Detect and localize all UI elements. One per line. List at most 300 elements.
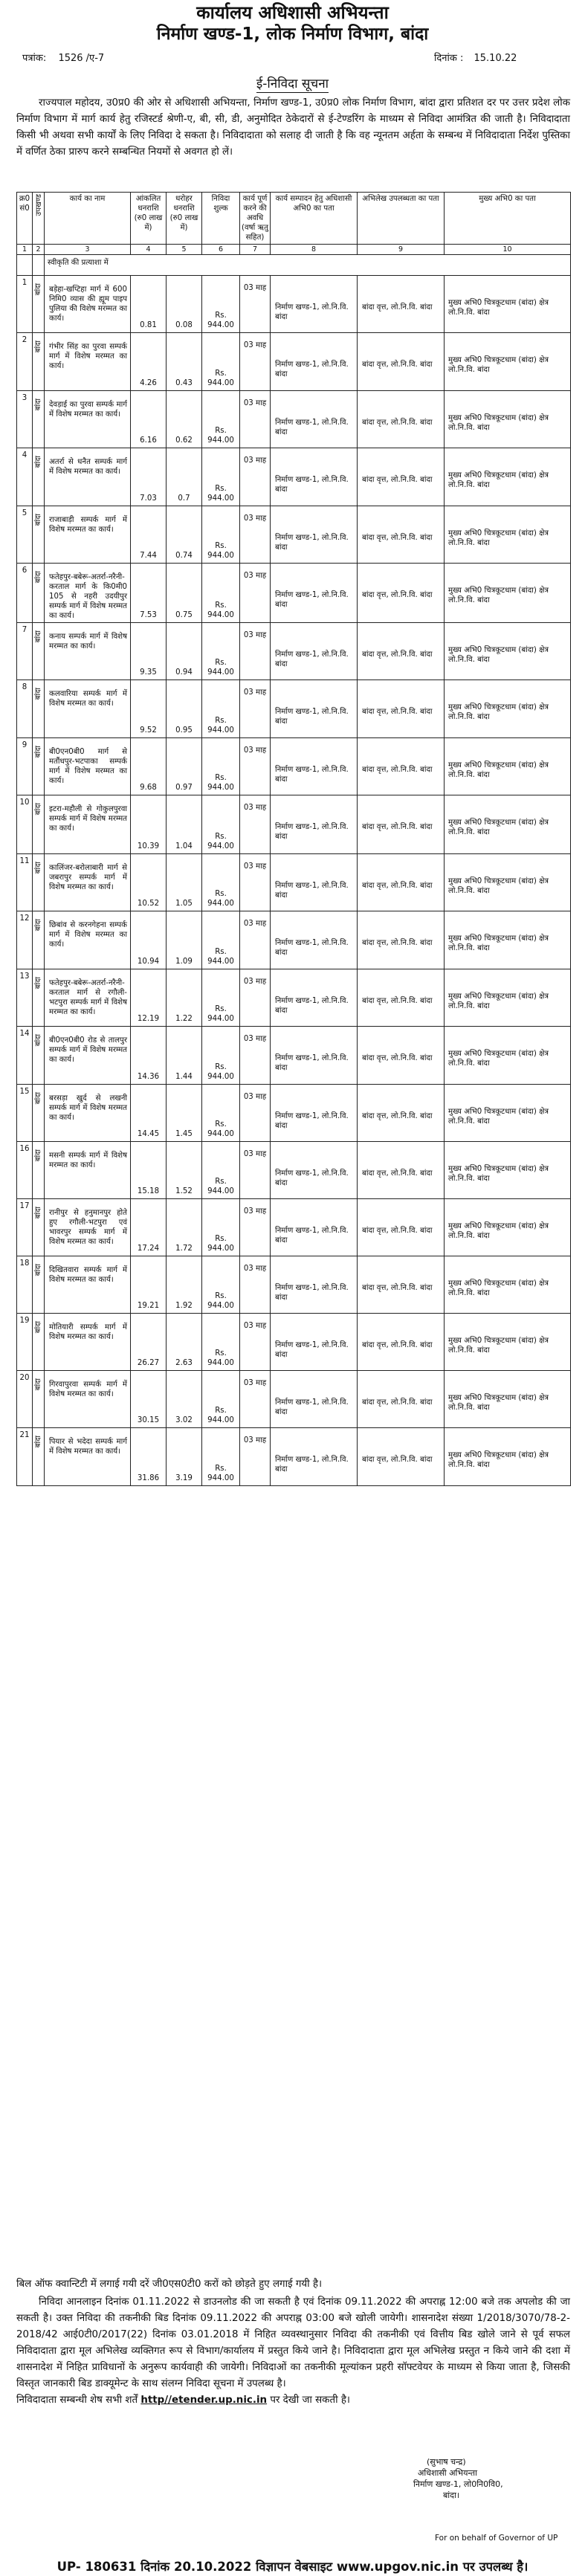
tender-fee: Rs. 944.00 — [202, 1085, 240, 1142]
executive-office: निर्माण खण्ड-1, लो.नि.वि. बांदा — [271, 969, 358, 1027]
subdivision — [33, 623, 45, 680]
more-info-suffix: पर देखी जा सकती है। — [270, 2395, 351, 2406]
estimated-cost: 12.19 — [131, 969, 167, 1027]
subdivision — [33, 1142, 45, 1199]
estimated-cost: 17.24 — [131, 1199, 167, 1256]
header-cell: आंकलित धनराशि (रु0 लाख में) — [131, 193, 167, 245]
estimated-cost: 10.39 — [131, 795, 167, 854]
executive-office: निर्माण खण्ड-1, लो.नि.वि. बांदा — [271, 623, 358, 680]
work-name: मोतियारी सम्पर्क मार्ग में विशेष मरम्मत का कार्य। — [45, 1314, 131, 1371]
earnest-deposit: 1.44 — [167, 1027, 202, 1085]
record-availability: बांदा वृत्त, लो.नि.वि. बांदा — [358, 680, 445, 738]
tender-fee: Rs. 944.00 — [202, 738, 240, 795]
signature-block — [413, 2456, 503, 2501]
chief-engineer-office: मुख्य अभि0 चित्रकूटधाम (बांदा) क्षेत्र लो.नि.वि. बांदा — [445, 1428, 571, 1486]
earnest-deposit: 0.95 — [167, 680, 202, 738]
serial-number: 20 — [17, 1371, 33, 1428]
column-number: 6 — [202, 245, 240, 255]
tender-fee: Rs. 944.00 — [202, 795, 240, 854]
work-name: कनाय सम्पर्क मार्ग में विशेष मरम्मत का कार्य। — [45, 623, 131, 680]
chief-engineer-office: मुख्य अभि0 चित्रकूटधाम (बांदा) क्षेत्र लो.नि.वि. बांदा — [445, 680, 571, 738]
table-row — [17, 1428, 571, 1486]
record-availability: बांदा वृत्त, लो.नि.वि. बांदा — [358, 506, 445, 564]
header-cell-text: उपखण्ड — [35, 194, 43, 216]
table-row — [17, 854, 571, 911]
executive-office: निर्माण खण्ड-1, लो.नि.वि. बांदा — [271, 1371, 358, 1428]
work-name: दिखितवारा सम्पर्क मार्ग में विशेष मरम्मत का कार्य। — [45, 1256, 131, 1314]
serial-number: 8 — [17, 680, 33, 738]
chief-engineer-office: मुख्य अभि0 चित्रकूटधाम (बांदा) क्षेत्र लो.नि.वि. बांदा — [445, 1314, 571, 1371]
subdivision-text: बांदा — [34, 1092, 42, 1105]
subdivision-text: बांदा — [34, 1436, 42, 1448]
chief-engineer-office: मुख्य अभि0 चित्रकूटधाम (बांदा) क्षेत्र लो.नि.वि. बांदा — [445, 391, 571, 448]
estimated-cost: 14.36 — [131, 1027, 167, 1085]
serial-number: 21 — [17, 1428, 33, 1486]
subdivision — [33, 448, 45, 506]
division-title: निर्माण खण्ड-1, लोक निर्माण विभाग, बांदा — [156, 25, 429, 44]
estimated-cost: 7.44 — [131, 506, 167, 564]
subdivision-text: बांदा — [34, 1207, 42, 1219]
chief-engineer-office: मुख्य अभि0 चित्रकूटधाम (बांदा) क्षेत्र लो.नि.वि. बांदा — [445, 911, 571, 969]
work-name: कालिंजर-बरोलाबारी मार्ग से जबरापुर सम्पर्क मार्ग में विशेष मरम्मत का कार्य। — [45, 854, 131, 911]
signatory-place: बांदा। — [443, 2491, 459, 2500]
record-availability: बांदा वृत्त, लो.नि.वि. बांदा — [358, 1142, 445, 1199]
chief-engineer-office: मुख्य अभि0 चित्रकूटधाम (बांदा) क्षेत्र लो.नि.वि. बांदा — [445, 1027, 571, 1085]
column-number: 4 — [131, 245, 167, 255]
estimated-cost: 9.52 — [131, 680, 167, 738]
table-row — [17, 276, 571, 333]
serial-number: 14 — [17, 1027, 33, 1085]
tender-table — [16, 192, 571, 1486]
completion-period: 03 माह — [240, 1085, 271, 1142]
etender-link[interactable]: http//etender.up.nic.in — [140, 2395, 268, 2406]
subdivision-text: बांदा — [34, 1378, 42, 1391]
completion-period: 03 माह — [240, 1199, 271, 1256]
executive-office: निर्माण खण्ड-1, लो.नि.वि. बांदा — [271, 564, 358, 623]
table-row — [17, 795, 571, 854]
earnest-deposit: 0.43 — [167, 333, 202, 391]
office-title: कार्यालय अधिशासी अभियन्ता — [196, 2, 389, 23]
tender-fee: Rs. 944.00 — [202, 1142, 240, 1199]
subdivision-text: बांदा — [34, 283, 42, 296]
serial-number: 9 — [17, 738, 33, 795]
date-label: दिनांक : — [434, 53, 464, 64]
earnest-deposit: 0.62 — [167, 391, 202, 448]
subdivision-text: बांदा — [34, 1034, 42, 1047]
column-number: 1 — [17, 245, 33, 255]
estimated-cost: 31.86 — [131, 1428, 167, 1486]
executive-office: निर्माण खण्ड-1, लो.नि.वि. बांदा — [271, 391, 358, 448]
subdivision-text: बांदा — [34, 862, 42, 874]
blank-cell — [33, 255, 45, 276]
tender-fee: Rs. 944.00 — [202, 911, 240, 969]
subdivision — [33, 1256, 45, 1314]
estimated-cost: 7.03 — [131, 448, 167, 506]
completion-period: 03 माह — [240, 1314, 271, 1371]
executive-office: निर्माण खण्ड-1, लो.नि.वि. बांदा — [271, 738, 358, 795]
serial-number: 15 — [17, 1085, 33, 1142]
serial-number: 16 — [17, 1142, 33, 1199]
serial-number: 13 — [17, 969, 33, 1027]
subdivision-text: बांदा — [34, 688, 42, 700]
executive-office: निर्माण खण्ड-1, लो.नि.वि. बांदा — [271, 1428, 358, 1486]
executive-office: निर्माण खण्ड-1, लो.नि.वि. बांदा — [271, 1256, 358, 1314]
completion-period: 03 माह — [240, 680, 271, 738]
tender-fee: Rs. 944.00 — [202, 1314, 240, 1371]
completion-period: 03 माह — [240, 1428, 271, 1486]
subdivision-text: बांदा — [34, 630, 42, 643]
table-row — [17, 506, 571, 564]
executive-office: निर्माण खण्ड-1, लो.नि.वि. बांदा — [271, 276, 358, 333]
intro-paragraph: राज्यपाल महोदय, उ0प्र0 की ओर से अधिशासी अभियन्ता, निर्माण खण्ड-1, उ0प्र0 लोक निर्माण विभाग, बांदा द्वारा प्रतिशत दर पर उत्तर प्रदेश लोक निर्माण विभाग में मार्ग कार्य हेतु रजिस्टर्ड श्रेणी-ए, बी, सी, डी, अनुमोदित ठेकेदारों से ई-टेण्डरिंग के माध्यम से निविदा आमंत्रित की जाती है। निविदादाता किसी भी अथवा सभी कार्यों के लिए निविदा दे सकता है। निविदादाता को सलाह दी जाती है कि वह न्यूनतम अर्हता के सम्बन्ध में निविदादाता निर्देश पुस्तिका में वर्णित ठेका प्रारुप करने सम्बन्धित नियमों से अवगत हो लें। — [16, 97, 570, 158]
work-name: बरसड़ा खुर्द से लखनी सम्पर्क मार्ग में विशेष मरम्मत का कार्य। — [45, 1085, 131, 1142]
advertisement-line: UP- 180631 दिनांक 20.10.2022 विज्ञापन वेबसाइट www.upgov.nic.in पर उपलब्ध है। — [56, 2560, 529, 2574]
signatory-name: (सुभाष चन्द्र) — [427, 2457, 466, 2467]
header-cell: कार्य का नाम — [45, 193, 131, 245]
executive-office: निर्माण खण्ड-1, लो.नि.वि. बांदा — [271, 1085, 358, 1142]
completion-period: 03 माह — [240, 448, 271, 506]
column-number: 9 — [358, 245, 445, 255]
table-body — [17, 245, 571, 1486]
header-cell: कार्य सम्पादन हेतु अधिशासी अभि0 का पता — [271, 193, 358, 245]
completion-period: 03 माह — [240, 564, 271, 623]
table-row — [17, 333, 571, 391]
serial-number: 10 — [17, 795, 33, 854]
serial-number: 7 — [17, 623, 33, 680]
table-row — [17, 623, 571, 680]
estimated-cost: 9.35 — [131, 623, 167, 680]
earnest-deposit: 3.19 — [167, 1428, 202, 1486]
tender-fee: Rs. 944.00 — [202, 1256, 240, 1314]
work-name: मसनी सम्पर्क मार्ग में विशेष मरम्मत का कार्य। — [45, 1142, 131, 1199]
work-name: बी0एन0बी0 रोड से तालपुर सम्पर्क मार्ग में विशेष मरम्मत का कार्य। — [45, 1027, 131, 1085]
subdivision — [33, 276, 45, 333]
executive-office: निर्माण खण्ड-1, लो.नि.वि. बांदा — [271, 506, 358, 564]
estimated-cost: 7.53 — [131, 564, 167, 623]
table-row — [17, 738, 571, 795]
executive-office: निर्माण खण्ड-1, लो.नि.वि. बांदा — [271, 1199, 358, 1256]
more-info-prefix: निविदादाता सम्बन्धी शेष सभी शर्तें — [16, 2395, 138, 2406]
estimated-cost: 15.18 — [131, 1142, 167, 1199]
record-availability: बांदा वृत्त, लो.नि.वि. बांदा — [358, 738, 445, 795]
work-name: देवड़ाई का पुरवा सम्पर्क मार्ग में विशेष मरम्मत का कार्य। — [45, 391, 131, 448]
subdivision-text: बांदा — [34, 398, 42, 411]
subdivision — [33, 564, 45, 623]
issue-date — [434, 51, 517, 64]
table-row — [17, 1256, 571, 1314]
record-availability: बांदा वृत्त, लो.नि.वि. बांदा — [358, 1314, 445, 1371]
chief-engineer-office: मुख्य अभि0 चित्रकूटधाम (बांदा) क्षेत्र लो.नि.वि. बांदा — [445, 854, 571, 911]
subdivision — [33, 391, 45, 448]
column-number: 2 — [33, 245, 45, 255]
subdivision — [33, 333, 45, 391]
estimated-cost: 19.21 — [131, 1256, 167, 1314]
chief-engineer-office: मुख्य अभि0 चित्रकूटधाम (बांदा) क्षेत्र लो.नि.वि. बांदा — [445, 448, 571, 506]
subdivision-text: बांदा — [34, 1321, 42, 1334]
work-name: इटरा-महौली से गोकुलपुरवा सम्पर्क मार्ग में विशेष मरम्मत का कार्य। — [45, 795, 131, 854]
subdivision-text: बांदा — [34, 456, 42, 468]
subdivision-text: बांदा — [34, 1149, 42, 1162]
tender-fee: Rs. 944.00 — [202, 854, 240, 911]
subdivision-text: बांदा — [34, 514, 42, 526]
record-availability: बांदा वृत्त, लो.नि.वि. बांदा — [358, 854, 445, 911]
chief-engineer-office: मुख्य अभि0 चित्रकूटधाम (बांदा) क्षेत्र लो.नि.वि. बांदा — [445, 564, 571, 623]
work-name: फतेहपुर-बबेरू-अतर्रा-नरैनी-करताल मार्ग के कि0मी0 105 से नहरी उदयीपुर सम्पर्क मार्ग में विशेष मरम्मत का कार्य। — [45, 564, 131, 623]
terms-paragraph: निविदा आनलाइन दिनांक 01.11.2022 से डाउनलोड की जा सकती है एवं दिनांक 09.11.2022 की अपराह्न 12:00 बजे तक अपलोड की जा सकती है। उक्त निविदा की तकनीकी बिड दिनांक 09.11.2022 की अपराह्न 03:00 बजे खोली जायेगी। शासनादेश संख्या 1/2018/3070/78-2-2018/42 आई0टी0/2017(22) दिनांक 03.01.2018 में निहित व्यवस्थानुसार निविदा की तकनीकी एवं वित्तीय बिड खोले जाने से पूर्व सफल निविदादाता द्वारा मूल अभिलेख व्यक्तिगत रूप से विभाग/कार्यालय में प्रस्तुत किये जाने है। निविदादाता द्वारा मूल अभिलेख प्रस्तुत न किये जाने की दशा में शासनादेश में निहित प्राविधानों के अनुरूप कार्यवाही की जायेगी। निविदाओं का तकनीकी मूल्यांकन प्रहरी सॉफ्टवेयर के माध्यम से किया जाता है, जिसकी विस्तृत जानकारी बिड डाक्यूमेन्ट के साथ संलग्न निविदा सूचना में उपलब्ध है। — [16, 2296, 571, 2389]
earnest-deposit: 0.97 — [167, 738, 202, 795]
table-row — [17, 1314, 571, 1371]
chief-engineer-office: मुख्य अभि0 चित्रकूटधाम (बांदा) क्षेत्र लो.नि.वि. बांदा — [445, 1142, 571, 1199]
signatory-office: निर्माण खण्ड-1, लो0नि0वि0, — [413, 2479, 503, 2489]
completion-period: 03 माह — [240, 969, 271, 1027]
tender-fee: Rs. 944.00 — [202, 333, 240, 391]
serial-number: 6 — [17, 564, 33, 623]
serial-number: 5 — [17, 506, 33, 564]
subdivision — [33, 506, 45, 564]
work-name: बी0एन0बी0 मार्ग से मतौंधपुर-भटपाका सम्पर्क मार्ग में विशेष मरम्मत का कार्य। — [45, 738, 131, 795]
chief-engineer-office: मुख्य अभि0 चित्रकूटधाम (बांदा) क्षेत्र लो.नि.वि. बांदा — [445, 276, 571, 333]
executive-office: निर्माण खण्ड-1, लो.नि.वि. बांदा — [271, 1027, 358, 1085]
estimated-cost: 10.52 — [131, 854, 167, 911]
earnest-deposit: 1.72 — [167, 1199, 202, 1256]
subdivision-text: बांदा — [34, 977, 42, 990]
table-header-row — [17, 193, 571, 245]
earnest-deposit: 1.04 — [167, 795, 202, 854]
record-availability: बांदा वृत्त, लो.नि.वि. बांदा — [358, 1428, 445, 1486]
tender-fee: Rs. 944.00 — [202, 506, 240, 564]
subdivision-text: बांदा — [34, 571, 42, 584]
table-row — [17, 969, 571, 1027]
executive-office: निर्माण खण्ड-1, लो.नि.वि. बांदा — [271, 911, 358, 969]
chief-engineer-office: मुख्य अभि0 चित्रकूटधाम (बांदा) क्षेत्र लो.नि.वि. बांदा — [445, 738, 571, 795]
estimated-cost: 6.16 — [131, 391, 167, 448]
header-cell: क्र0 सं0 — [17, 193, 33, 245]
ref-value: 1526 /ए-7 — [58, 53, 105, 64]
record-availability: बांदा वृत्त, लो.नि.वि. बांदा — [358, 564, 445, 623]
chief-engineer-office: मुख्य अभि0 चित्रकूटधाम (बांदा) क्षेत्र लो.नि.वि. बांदा — [445, 795, 571, 854]
chief-engineer-office: मुख्य अभि0 चित्रकूटधाम (बांदा) क्षेत्र लो.नि.वि. बांदा — [445, 333, 571, 391]
record-availability: बांदा वृत्त, लो.नि.वि. बांदा — [358, 333, 445, 391]
record-availability: बांदा वृत्त, लो.नि.वि. बांदा — [358, 1371, 445, 1428]
header-cell: अभिलेख उपलब्धता का पता — [358, 193, 445, 245]
header-cell: निविदा शुल्क — [202, 193, 240, 245]
tender-fee: Rs. 944.00 — [202, 276, 240, 333]
serial-number: 4 — [17, 448, 33, 506]
table-row — [17, 1027, 571, 1085]
executive-office: निर्माण खण्ड-1, लो.नि.वि. बांदा — [271, 680, 358, 738]
record-availability: बांदा वृत्त, लो.नि.वि. बांदा — [358, 1199, 445, 1256]
executive-office: निर्माण खण्ड-1, लो.नि.वि. बांदा — [271, 448, 358, 506]
tender-fee: Rs. 944.00 — [202, 680, 240, 738]
header-cell: कार्य पूर्ण करने की अवधि (वर्षा ऋतु सहित) — [240, 193, 271, 245]
subdivision — [33, 680, 45, 738]
serial-number: 3 — [17, 391, 33, 448]
chief-engineer-office: मुख्य अभि0 चित्रकूटधाम (बांदा) क्षेत्र लो.नि.वि. बांदा — [445, 1199, 571, 1256]
earnest-deposit: 0.08 — [167, 276, 202, 333]
table-row — [17, 564, 571, 623]
ref-label: पत्रांक: — [22, 53, 47, 64]
table-row — [17, 680, 571, 738]
table-row — [17, 1142, 571, 1199]
earnest-deposit: 1.52 — [167, 1142, 202, 1199]
completion-period: 03 माह — [240, 276, 271, 333]
completion-period: 03 माह — [240, 333, 271, 391]
subdivision-text: बांदा — [34, 746, 42, 758]
date-value: 15.10.22 — [474, 53, 517, 64]
serial-number: 18 — [17, 1256, 33, 1314]
table-row — [17, 391, 571, 448]
earnest-deposit: 1.05 — [167, 854, 202, 911]
subdivision — [33, 1085, 45, 1142]
completion-period: 03 माह — [240, 911, 271, 969]
on-behalf-line: For on behalf of Governor of UP — [435, 2534, 558, 2543]
column-number: 7 — [240, 245, 271, 255]
earnest-deposit: 1.45 — [167, 1085, 202, 1142]
column-number: 10 — [445, 245, 571, 255]
subdivision — [33, 1371, 45, 1428]
earnest-deposit: 2.63 — [167, 1314, 202, 1371]
completion-period: 03 माह — [240, 1371, 271, 1428]
more-info-line — [16, 2392, 570, 2409]
completion-period: 03 माह — [240, 1142, 271, 1199]
header-cell: मुख्य अभि0 का पता — [445, 193, 571, 245]
completion-period: 03 माह — [240, 1027, 271, 1085]
subdivision — [33, 795, 45, 854]
serial-number: 1 — [17, 276, 33, 333]
serial-number: 19 — [17, 1314, 33, 1371]
column-number: 5 — [167, 245, 202, 255]
subdivision — [33, 911, 45, 969]
earnest-deposit: 1.92 — [167, 1256, 202, 1314]
subdivision — [33, 1199, 45, 1256]
tender-fee: Rs. 944.00 — [202, 1371, 240, 1428]
record-availability: बांदा वृत्त, लो.नि.वि. बांदा — [358, 448, 445, 506]
record-availability: बांदा वृत्त, लो.नि.वि. बांदा — [358, 1256, 445, 1314]
work-name: छिबांव से करनगेहना सम्पर्क मार्ग में विशेष मरम्मत का कार्य। — [45, 911, 131, 969]
earnest-deposit: 0.75 — [167, 564, 202, 623]
reference-number — [22, 51, 104, 64]
work-name: पियार से भदेदा सम्पर्क मार्ग में विशेष मरम्मत का कार्य। — [45, 1428, 131, 1486]
tender-fee: Rs. 944.00 — [202, 564, 240, 623]
chief-engineer-office: मुख्य अभि0 चित्रकूटधाम (बांदा) क्षेत्र लो.नि.वि. बांदा — [445, 506, 571, 564]
work-name: रानीपुर से हनुमानपुर होते हुए रगौली-भटपुरा एवं भावरपुर सम्पर्क मार्ग में विशेष मरम्मत का कार्य। — [45, 1199, 131, 1256]
subdivision — [33, 969, 45, 1027]
earnest-deposit: 0.94 — [167, 623, 202, 680]
tender-fee: Rs. 944.00 — [202, 1428, 240, 1486]
serial-number: 11 — [17, 854, 33, 911]
estimated-cost: 26.27 — [131, 1314, 167, 1371]
tender-fee: Rs. 944.00 — [202, 448, 240, 506]
subdivision — [33, 1027, 45, 1085]
completion-period: 03 माह — [240, 1256, 271, 1314]
executive-office: निर्माण खण्ड-1, लो.नि.वि. बांदा — [271, 795, 358, 854]
header-cell: धरोहर धनराशि (रु0 लाख में) — [167, 193, 202, 245]
work-name: फतेहपुर-बबेरू-अतर्रा-नरैनी-करताल मार्ग से रगौली-भटपुरा सम्पर्क मार्ग में विशेष मरम्मत का कार्य। — [45, 969, 131, 1027]
record-availability: बांदा वृत्त, लो.नि.वि. बांदा — [358, 1085, 445, 1142]
executive-office: निर्माण खण्ड-1, लो.नि.वि. बांदा — [271, 1314, 358, 1371]
subdivision — [33, 1428, 45, 1486]
completion-period: 03 माह — [240, 506, 271, 564]
subdivision — [33, 738, 45, 795]
work-name: गंभीर सिंह का पुरवा सम्पर्क मार्ग में विशेष मरम्मत का कार्य। — [45, 333, 131, 391]
completion-period: 03 माह — [240, 854, 271, 911]
record-availability: बांदा वृत्त, लो.नि.वि. बांदा — [358, 276, 445, 333]
executive-office: निर्माण खण्ड-1, लो.नि.वि. बांदा — [271, 333, 358, 391]
earnest-deposit: 0.7 — [167, 448, 202, 506]
work-name: बड़ेहा-खप्टिहा मार्ग में 600 निमि0 व्यास की ह्यूम पाइप पुलिया की विशेष मरम्मत का कार्य। — [45, 276, 131, 333]
completion-period: 03 माह — [240, 738, 271, 795]
notice-title-text: ई-निविदा सूचना — [256, 77, 329, 91]
subdivision — [33, 1314, 45, 1371]
subdivision-text: बांदा — [34, 340, 42, 353]
subdivision-text: बांदा — [34, 919, 42, 932]
estimated-cost: 0.81 — [131, 276, 167, 333]
record-availability: बांदा वृत्त, लो.नि.वि. बांदा — [358, 911, 445, 969]
estimated-cost: 10.94 — [131, 911, 167, 969]
header-cell — [33, 193, 45, 245]
record-availability: बांदा वृत्त, लो.नि.वि. बांदा — [358, 969, 445, 1027]
table-row — [17, 911, 571, 969]
completion-period: 03 माह — [240, 391, 271, 448]
chief-engineer-office: मुख्य अभि0 चित्रकूटधाम (बांदा) क्षेत्र लो.नि.वि. बांदा — [445, 623, 571, 680]
earnest-deposit: 3.02 — [167, 1371, 202, 1428]
signatory-designation: अधिशासी अभियन्ता — [418, 2468, 478, 2478]
tender-fee: Rs. 944.00 — [202, 391, 240, 448]
chief-engineer-office: मुख्य अभि0 चित्रकूटधाम (बांदा) क्षेत्र लो.नि.वि. बांदा — [445, 1371, 571, 1428]
estimated-cost: 4.26 — [131, 333, 167, 391]
completion-period: 03 माह — [240, 795, 271, 854]
tender-fee: Rs. 944.00 — [202, 623, 240, 680]
record-availability: बांदा वृत्त, लो.नि.वि. बांदा — [358, 391, 445, 448]
blank-cell — [17, 255, 33, 276]
chief-engineer-office: मुख्य अभि0 चित्रकूटधाम (बांदा) क्षेत्र लो.नि.वि. बांदा — [445, 1085, 571, 1142]
tender-fee: Rs. 944.00 — [202, 969, 240, 1027]
work-name: कलवारिया सम्पर्क मार्ग में विशेष मरम्मत का कार्य। — [45, 680, 131, 738]
chief-engineer-office: मुख्य अभि0 चित्रकूटधाम (बांदा) क्षेत्र लो.नि.वि. बांदा — [445, 1256, 571, 1314]
table-row — [17, 1199, 571, 1256]
column-number: 8 — [271, 245, 358, 255]
serial-number: 17 — [17, 1199, 33, 1256]
tender-fee: Rs. 944.00 — [202, 1027, 240, 1085]
column-number-row — [17, 245, 571, 255]
gst-note: बिल ऑफ क्वान्टिटी में लगाई गयी दरें जी0एस0टी0 करों को छोड़ते हुए लगाई गयी है। — [16, 2279, 323, 2290]
estimated-cost: 30.15 — [131, 1371, 167, 1428]
estimated-cost: 9.68 — [131, 738, 167, 795]
earnest-deposit: 1.22 — [167, 969, 202, 1027]
table-row — [17, 1371, 571, 1428]
subdivision — [33, 854, 45, 911]
subdivision-text: बांदा — [34, 803, 42, 816]
work-name: अतर्रा से धनैत सम्पर्क मार्ग में विशेष मरम्मत का कार्य। — [45, 448, 131, 506]
table-row — [17, 448, 571, 506]
executive-office: निर्माण खण्ड-1, लो.नि.वि. बांदा — [271, 1142, 358, 1199]
scheme-note: स्वीकृति की प्रत्याशा में — [45, 255, 571, 276]
notice-title — [0, 74, 585, 91]
work-name: राजाबाड़ी सम्पर्क मार्ग में विशेष मरम्मत का कार्य। — [45, 506, 131, 564]
record-availability: बांदा वृत्त, लो.नि.वि. बांदा — [358, 623, 445, 680]
earnest-deposit: 0.74 — [167, 506, 202, 564]
record-availability: बांदा वृत्त, लो.नि.वि. बांदा — [358, 795, 445, 854]
serial-number: 12 — [17, 911, 33, 969]
column-number: 3 — [45, 245, 131, 255]
work-name: गिरवापुरवा सम्पर्क मार्ग में विशेष मरम्मत का कार्य। — [45, 1371, 131, 1428]
earnest-deposit: 1.09 — [167, 911, 202, 969]
estimated-cost: 14.45 — [131, 1085, 167, 1142]
serial-number: 2 — [17, 333, 33, 391]
executive-office: निर्माण खण्ड-1, लो.नि.वि. बांदा — [271, 854, 358, 911]
tender-fee: Rs. 944.00 — [202, 1199, 240, 1256]
table-row — [17, 1085, 571, 1142]
